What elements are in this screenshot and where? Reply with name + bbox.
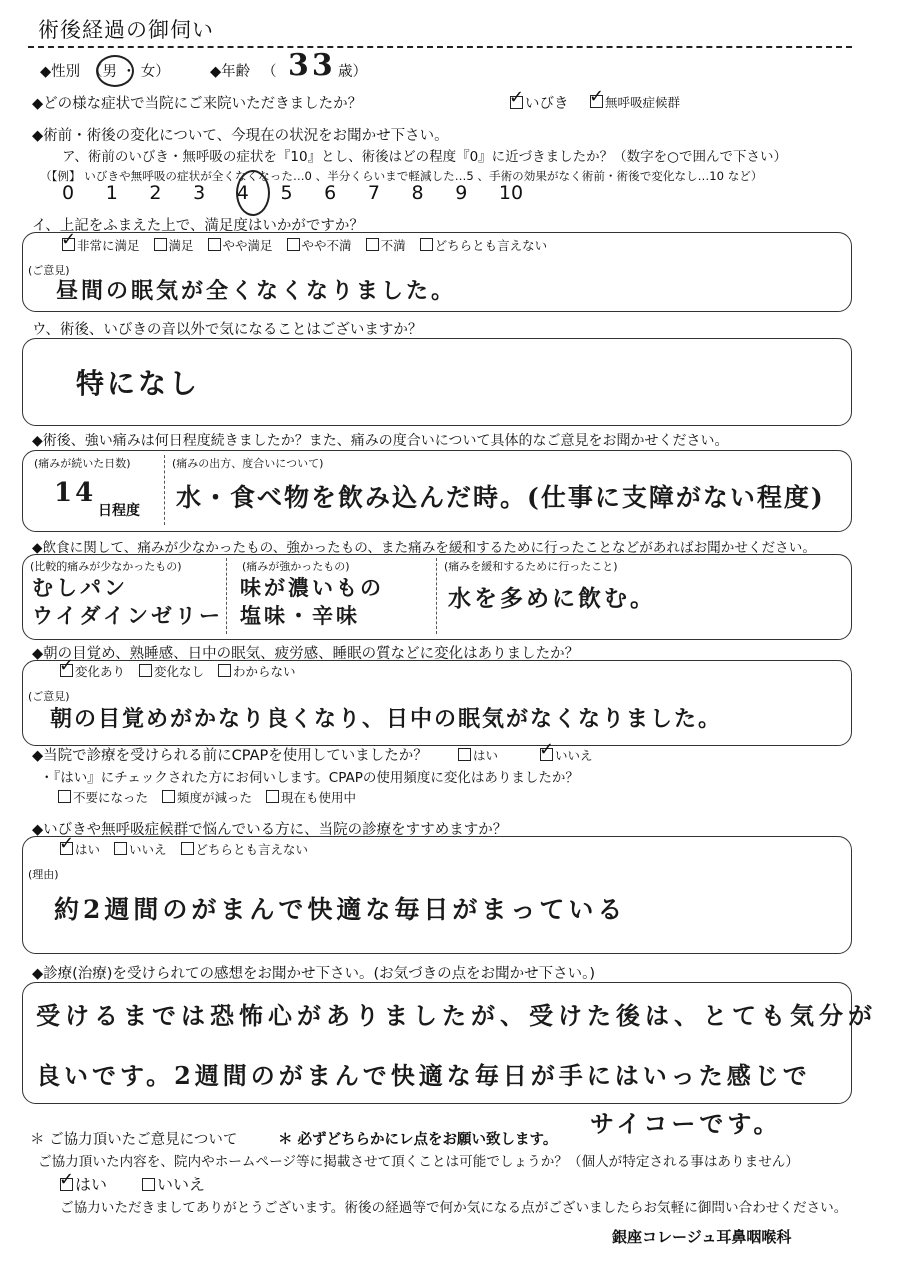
somewhat-satisfied-checkbox[interactable] xyxy=(208,238,221,251)
changed-checkbox[interactable] xyxy=(60,664,73,677)
consent-yes-label: はい xyxy=(75,1175,108,1194)
option-label: はい xyxy=(75,842,101,857)
option-label: 変化なし xyxy=(154,664,205,679)
option-label: 満足 xyxy=(168,238,194,253)
consent-note-a: ＊ ご協力頂いたご意見について xyxy=(30,1132,238,1148)
cpap-option-still[interactable] xyxy=(266,788,356,806)
symptom-option-snoring[interactable] xyxy=(510,92,569,113)
cpap-no-label: いいえ xyxy=(555,748,593,763)
scale-0[interactable]: 0 xyxy=(62,182,75,204)
gender-male-circle xyxy=(96,55,134,87)
food-strong-1[interactable]: 味が濃いもの xyxy=(240,575,384,600)
unneeded-checkbox[interactable] xyxy=(58,790,71,803)
scale-6[interactable]: 6 xyxy=(324,182,337,204)
satisfaction-options[interactable] xyxy=(62,236,561,254)
satisfaction-option-somewhat[interactable] xyxy=(208,236,273,254)
cpap-options[interactable] xyxy=(58,788,370,806)
food-less-2[interactable]: ウイダインゼリー xyxy=(32,603,223,628)
scale-10[interactable]: 10 xyxy=(498,182,524,204)
pain-degree-label: (痛みの出方、度合いについて) xyxy=(172,457,324,470)
option-label: 現在も使用中 xyxy=(281,790,357,805)
sleep-options[interactable] xyxy=(60,662,310,680)
apnea-label: 無呼吸症候群 xyxy=(605,95,681,110)
scale-1[interactable]: 1 xyxy=(105,182,118,204)
consent-yes[interactable] xyxy=(60,1172,107,1195)
age-label: ◆年齢 xyxy=(210,64,251,80)
scale-8[interactable]: 8 xyxy=(411,182,424,204)
satisfaction-option-very[interactable] xyxy=(62,236,140,254)
consent-no-checkbox[interactable] xyxy=(142,1178,155,1191)
cpap-followup: ・『はい』にチェックされた方にお伺いします。CPAPの使用頻度に変化はありましたか？ xyxy=(40,770,579,786)
change-example: （【例】 いびきや無呼吸の症状が全くなくなった…0 、半分くらいまで軽減した…5 、手術の効果がなく術前・術後で変化なし…10 など） xyxy=(40,169,763,183)
pain-days-label: (痛みが続いた日数) xyxy=(34,457,131,470)
other-concerns-question: ウ、術後、いびきの音以外で気になることはございますか？ xyxy=(32,322,423,338)
gender-label: ◆性別 xyxy=(40,64,81,80)
food-divider-1 xyxy=(226,558,227,634)
food-relief-label: (痛みを緩和するために行ったこと) xyxy=(444,560,618,573)
sleep-opinion-label: (ご意見) xyxy=(28,690,70,703)
cpap-yes-checkbox[interactable] xyxy=(458,748,471,761)
cpap-question: ◆当院で診療を受けられる前にCPAPを使用していましたか？ xyxy=(32,748,428,764)
selected-scale-circle xyxy=(236,170,270,216)
cpap-option-reduced[interactable] xyxy=(162,788,252,806)
pain-question: ◆術後、強い痛みは何日程度続きましたか？また、痛みの度合いについて具体的なご意見をお聞かせください。 xyxy=(32,433,729,449)
option-label: 非常に満足 xyxy=(77,238,140,253)
satisfied-checkbox[interactable] xyxy=(154,238,167,251)
food-question: ◆飲食に関して、痛みが少なかったもの、強かったもの、また痛みを緩和するために行ったことなどがあればお聞かせください。 xyxy=(32,540,816,556)
pain-days-value[interactable]: 14 xyxy=(54,478,97,508)
scale-4[interactable]: 4 xyxy=(236,182,249,204)
food-strong-2[interactable]: 塩味・辛味 xyxy=(240,603,360,628)
impression-line-1[interactable]: 受けるまでは恐怖心がありましたが、受けた後は、とても気分が xyxy=(36,1001,877,1030)
sleep-question: ◆朝の目覚め、熟睡感、日中の眠気、疲労感、睡眠の質などに変化はありましたか？ xyxy=(32,646,580,662)
reduced-checkbox[interactable] xyxy=(162,790,175,803)
sleep-opinion[interactable]: 朝の目覚めがかなり良くなり、日中の眠気がなくなりました。 xyxy=(50,706,723,732)
satisfaction-option-dis[interactable] xyxy=(366,236,406,254)
option-label: どちらとも言えない xyxy=(434,238,548,253)
food-less-1[interactable]: むしパン xyxy=(32,575,128,600)
impression-line-3[interactable]: サイコーです。 xyxy=(590,1109,782,1138)
symptom-scale[interactable] xyxy=(62,182,543,204)
satisfaction-option-neither[interactable] xyxy=(420,236,548,254)
cpap-yes[interactable] xyxy=(458,746,498,764)
change-a-question: ア、術前のいびき・無呼吸の症状を『10』とし、術後はどの程度『0』に近づきましたか？（数字を○で囲んで下さい） xyxy=(62,149,787,165)
very-satisfied-checkbox[interactable] xyxy=(62,238,75,251)
cpap-no-checkbox[interactable] xyxy=(540,748,553,761)
no-change-checkbox[interactable] xyxy=(139,664,152,677)
satisfaction-option-satisfied[interactable] xyxy=(154,236,194,254)
symptom-question: ◆どの様な症状で当院にご来院いただきましたか？ xyxy=(32,96,363,112)
consent-no-label: いいえ xyxy=(157,1175,206,1194)
impression-line-2[interactable]: 良いです。2週間のがまんで快適な毎日が手にはいった感じで xyxy=(36,1061,811,1090)
recommend-neither-checkbox[interactable] xyxy=(181,842,194,855)
sleep-option-changed[interactable] xyxy=(60,662,125,680)
recommend-options[interactable] xyxy=(60,840,322,858)
food-less-label: (比較的痛みが少なかったもの) xyxy=(30,560,182,573)
option-label: 不要になった xyxy=(73,790,149,805)
cpap-option-unneeded[interactable] xyxy=(58,788,148,806)
scale-5[interactable]: 5 xyxy=(280,182,293,204)
recommend-reason-label: (理由) xyxy=(28,868,59,881)
snoring-checkbox[interactable] xyxy=(510,96,523,109)
title-divider xyxy=(28,46,852,48)
food-relief[interactable]: 水を多めに飲む。 xyxy=(448,585,656,612)
sleep-option-nochange[interactable] xyxy=(139,662,204,680)
page-title: 術後経過の御伺い xyxy=(38,18,214,42)
gender-options[interactable]: （男 ・ 女） xyxy=(88,64,170,80)
satisfaction-option-somewhat-dis[interactable] xyxy=(287,236,352,254)
recommend-yes-checkbox[interactable] xyxy=(60,842,73,855)
other-concerns-answer[interactable]: 特になし xyxy=(76,367,201,400)
consent-question: ご協力頂いた内容を、院内やホームページ等に掲載させて頂くことは可能でしょうか？（個人が特定される事はありません） xyxy=(38,1154,799,1170)
consent-no[interactable] xyxy=(142,1172,205,1195)
scale-2[interactable]: 2 xyxy=(149,182,162,204)
satisfaction-question: イ、上記をふまえた上で、満足度はいかがですか？ xyxy=(32,218,364,234)
somewhat-dissatisfied-checkbox[interactable] xyxy=(287,238,300,251)
option-label: 変化あり xyxy=(75,664,126,679)
impression-question: ◆診療(治療)を受けられての感想をお聞かせ下さい。(お気づきの点をお聞かせ下さい。) xyxy=(32,966,596,982)
recommend-option-yes[interactable] xyxy=(60,840,100,858)
unknown-checkbox[interactable] xyxy=(218,664,231,677)
dissatisfied-checkbox[interactable] xyxy=(366,238,379,251)
consent-note-b: ＊ 必ずどちらかにレ点をお願い致します。 xyxy=(278,1132,558,1148)
age-value[interactable]: 33 xyxy=(288,48,336,83)
age-open: （ xyxy=(262,64,277,80)
snoring-label: いびき xyxy=(525,96,569,112)
sleep-option-unknown[interactable] xyxy=(218,662,296,680)
age-unit: 歳） xyxy=(338,64,367,80)
consent-thanks: ご協力いただきましてありがとうございます。術後の経過等で何か気になる点がございましたらお気軽に御問い合わせください。 xyxy=(60,1200,848,1216)
neither-checkbox[interactable] xyxy=(420,238,433,251)
recommend-option-neither[interactable] xyxy=(181,840,309,858)
recommend-question: ◆いびきや無呼吸症候群で悩んでいる方に、当院の診療をすすめますか？ xyxy=(32,822,508,838)
recommend-reason[interactable]: 約2週間のがまんで快適な毎日がまっている xyxy=(54,895,627,924)
option-label: わからない xyxy=(233,664,296,679)
cpap-yes-label: はい xyxy=(473,748,499,763)
satisfaction-opinion-label: (ご意見) xyxy=(28,264,70,277)
apnea-checkbox[interactable] xyxy=(590,95,603,108)
recommend-no-checkbox[interactable] xyxy=(114,842,127,855)
symptom-option-apnea[interactable] xyxy=(590,93,680,111)
change-question: ◆術前・術後の変化について、今現在の状況をお聞かせ下さい。 xyxy=(32,128,449,144)
option-label: 頻度が減った xyxy=(177,790,253,805)
option-label: 不満 xyxy=(380,238,406,253)
food-divider-2 xyxy=(436,558,437,634)
option-label: やや不満 xyxy=(301,238,352,253)
option-label: やや満足 xyxy=(222,238,273,253)
cpap-no[interactable] xyxy=(540,746,593,764)
pain-days-unit: 日程度 xyxy=(98,503,140,519)
satisfaction-opinion[interactable]: 昼間の眠気が全くなくなりました。 xyxy=(56,278,457,304)
recommend-option-no[interactable] xyxy=(114,840,167,858)
scale-7[interactable]: 7 xyxy=(367,182,380,204)
pain-divider xyxy=(164,455,165,525)
consent-yes-checkbox[interactable] xyxy=(60,1178,73,1191)
scale-9[interactable]: 9 xyxy=(455,182,468,204)
pain-degree[interactable]: 水・食べ物を飲み込んだ時。(仕事に支障がない程度) xyxy=(176,483,825,512)
scale-3[interactable]: 3 xyxy=(193,182,206,204)
option-label: どちらとも言えない xyxy=(195,842,309,857)
still-using-checkbox[interactable] xyxy=(266,790,279,803)
food-strong-label: (痛みが強かったもの) xyxy=(242,560,350,573)
clinic-name: 銀座コレージュ耳鼻咽喉科 xyxy=(612,1228,792,1246)
option-label: いいえ xyxy=(129,842,167,857)
